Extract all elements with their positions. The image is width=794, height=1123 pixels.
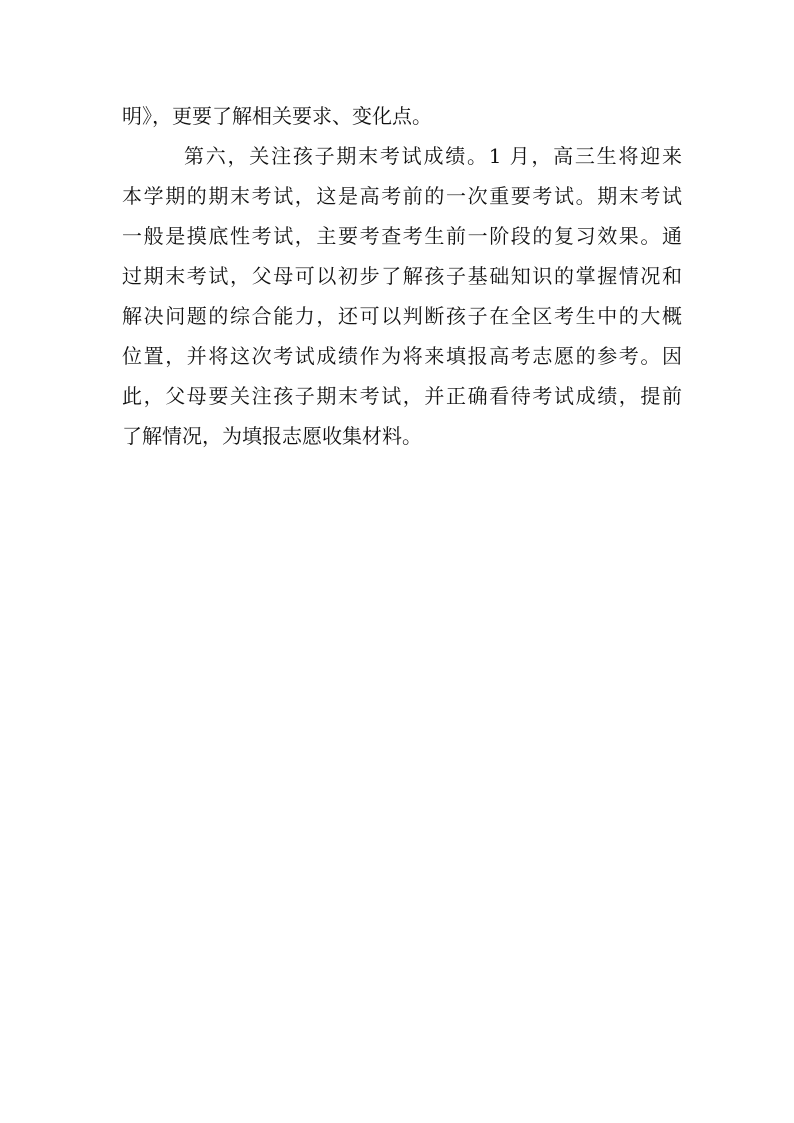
text-line: 明》，更要了解相关要求、变化点。	[122, 104, 432, 128]
text-line: 位置，并将这次考试成绩作为将来填报高考志愿的参考。因	[122, 344, 682, 368]
text-line: 了解情况，为填报志愿收集材料。	[122, 424, 422, 448]
text-line: 本学期的期末考试，这是高考前的一次重要考试。期末考试	[122, 184, 682, 208]
text-line: 此，父母要关注孩子期末考试，并正确看待考试成绩，提前	[122, 384, 682, 408]
paragraph-first-line: 第六，关注孩子期末考试成绩。1 月，高三生将迎来	[184, 144, 682, 168]
body-text	[122, 96, 682, 456]
text-line: 解决问题的综合能力，还可以判断孩子在全区考生中的大概	[122, 304, 682, 328]
text-line: 一般是摸底性考试，主要考查考生前一阶段的复习效果。通	[122, 224, 682, 248]
text-line: 过期末考试，父母可以初步了解孩子基础知识的掌握情况和	[122, 264, 682, 288]
